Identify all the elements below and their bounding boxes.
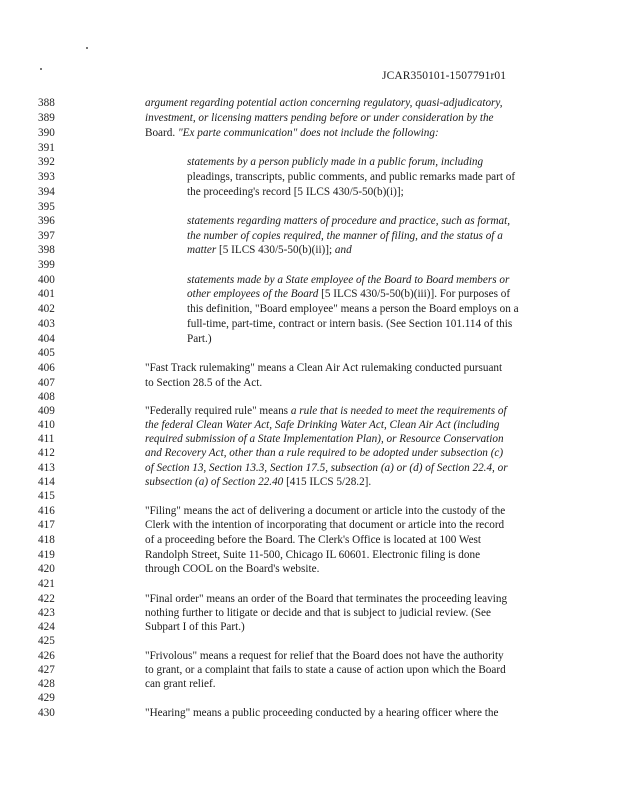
definition-line: can grant relief.: [145, 678, 216, 690]
line-number: 419: [38, 549, 55, 561]
line-number: 418: [38, 534, 55, 546]
line-number: 388: [38, 97, 55, 109]
definition-line: "Frivolous" means a request for relief that the Board does not have the authority: [145, 650, 504, 662]
list-item-line: statements made by a State employee of the Board to Board members or: [187, 274, 510, 286]
line-number: 408: [38, 391, 55, 403]
text-span: and: [334, 244, 352, 256]
citation: [5 ILCS 430/5-50(b)(ii)];: [216, 244, 335, 256]
definition-line: "Hearing" means a public proceeding conducted by a hearing officer where the: [145, 707, 499, 719]
line-number: 394: [38, 186, 55, 198]
line-number: 397: [38, 230, 55, 242]
line-number: 393: [38, 171, 55, 183]
line-number: 426: [38, 650, 55, 662]
body-text-line: [145, 126, 439, 140]
body-text-line: argument regarding potential action concerning regulatory, quasi-adjudicatory,: [145, 97, 503, 109]
line-number: 424: [38, 621, 55, 633]
list-item-line: [187, 287, 510, 301]
list-item-line: [187, 243, 352, 257]
definition-line: Randolph Street, Suite 11-500, Chicago IL 60601. Electronic filing is done: [145, 549, 481, 561]
definition-line: required submission of a State Implementation Plan), or Resource Conservation: [145, 433, 504, 445]
definition-line: "Filing" means the act of delivering a document or article into the custody of the: [145, 505, 506, 517]
line-number: 423: [38, 607, 55, 619]
definition-line: to Section 28.5 of the Act.: [145, 377, 263, 389]
document-id-header: JCAR350101-1507791r01: [382, 70, 507, 82]
line-number: 425: [38, 635, 55, 647]
definition-line: to grant, or a complaint that fails to state a cause of action upon which the Board: [145, 664, 506, 676]
definition-line: of a proceeding before the Board. The Clerk's Office is located at 100 West: [145, 534, 482, 546]
line-number: 417: [38, 519, 55, 531]
definition-line: nothing further to litigate or decide and that is subject to judicial review. (See: [145, 607, 491, 619]
definition-line: the federal Clean Water Act, Safe Drinking Water Act, Clean Air Act (including: [145, 419, 500, 431]
line-number: 406: [38, 362, 55, 374]
line-number: 402: [38, 303, 55, 315]
line-number: 421: [38, 578, 55, 590]
line-number: 403: [38, 318, 55, 330]
line-number: 398: [38, 244, 55, 256]
line-number: 428: [38, 678, 55, 690]
line-number: 410: [38, 419, 55, 431]
list-item-line: statements by a person publicly made in a public forum, including: [187, 156, 484, 168]
definition-line: [145, 475, 371, 489]
list-item-line: full-time, part-time, contract or intern basis. (See Section 101.114 of this: [187, 318, 513, 330]
text-span: "Federally required rule" means: [145, 405, 291, 417]
list-item-line: statements regarding matters of procedure and practice, such as format,: [187, 215, 511, 227]
definition-line: of Section 13, Section 13.3, Section 17.5, subsection (a) or (d) of Section 22.4, or: [145, 462, 508, 474]
line-number: 414: [38, 476, 55, 488]
body-text-line: investment, or licensing matters pending before or under consideration by the: [145, 112, 494, 124]
line-number: 404: [38, 333, 55, 345]
defined-term: "Ex parte communication" does not include the following:: [177, 127, 439, 139]
line-number: 399: [38, 259, 55, 271]
definition-line: [145, 404, 507, 418]
definition-line: through COOL on the Board's website.: [145, 563, 320, 575]
line-number: 427: [38, 664, 55, 676]
line-number: 420: [38, 563, 55, 575]
line-number: 392: [38, 156, 55, 168]
scan-speck: [86, 47, 88, 49]
line-number: 412: [38, 447, 55, 459]
line-number: 405: [38, 347, 55, 359]
line-number: 390: [38, 127, 55, 139]
list-item-line: the proceeding's record [5 ILCS 430/5-50(b)(i)];: [187, 186, 404, 198]
definition-line: Subpart I of this Part.): [145, 621, 245, 633]
line-number: 389: [38, 112, 55, 124]
line-number: 407: [38, 377, 55, 389]
line-number: 401: [38, 288, 55, 300]
line-number: 429: [38, 692, 55, 704]
citation: [415 ILCS 5/28.2].: [283, 476, 372, 488]
line-number: 395: [38, 201, 55, 213]
text-span: other employees of the Board: [187, 288, 319, 300]
list-item-line: the number of copies required, the manner of filing, and the status of a: [187, 230, 503, 242]
text-span: subsection (a) of Section 22.40: [145, 476, 284, 488]
line-number: 396: [38, 215, 55, 227]
line-number: 416: [38, 505, 55, 517]
definition-line: Clerk with the intention of incorporating that document or article into the record: [145, 519, 505, 531]
definition-line: and Recovery Act, other than a rule required to be adopted under subsection (c): [145, 447, 504, 459]
line-number: 422: [38, 593, 55, 605]
scan-speck: [40, 68, 42, 70]
line-number: 400: [38, 274, 55, 286]
text-span: a rule that is needed to meet the requirements of: [290, 405, 507, 417]
text-span: matter: [187, 244, 217, 256]
line-number: 411: [38, 433, 55, 445]
list-item-line: pleadings, transcripts, public comments, and public remarks made part of: [187, 171, 516, 183]
definition-line: "Fast Track rulemaking" means a Clean Air Act rulemaking conducted pursuant: [145, 362, 503, 374]
line-number: 409: [38, 405, 55, 417]
list-item-line: this definition, "Board employee" means a person the Board employs on a: [187, 303, 519, 315]
list-item-line: Part.): [187, 333, 212, 345]
line-number: 415: [38, 490, 55, 502]
definition-line: "Final order" means an order of the Board that terminates the proceeding leaving: [145, 593, 508, 605]
citation: [5 ILCS 430/5-50(b)(iii)]. For purposes of: [318, 288, 511, 300]
text-span: Board.: [145, 127, 178, 139]
line-number: 430: [38, 707, 55, 719]
line-number: 391: [38, 142, 55, 154]
line-number: 413: [38, 462, 55, 474]
